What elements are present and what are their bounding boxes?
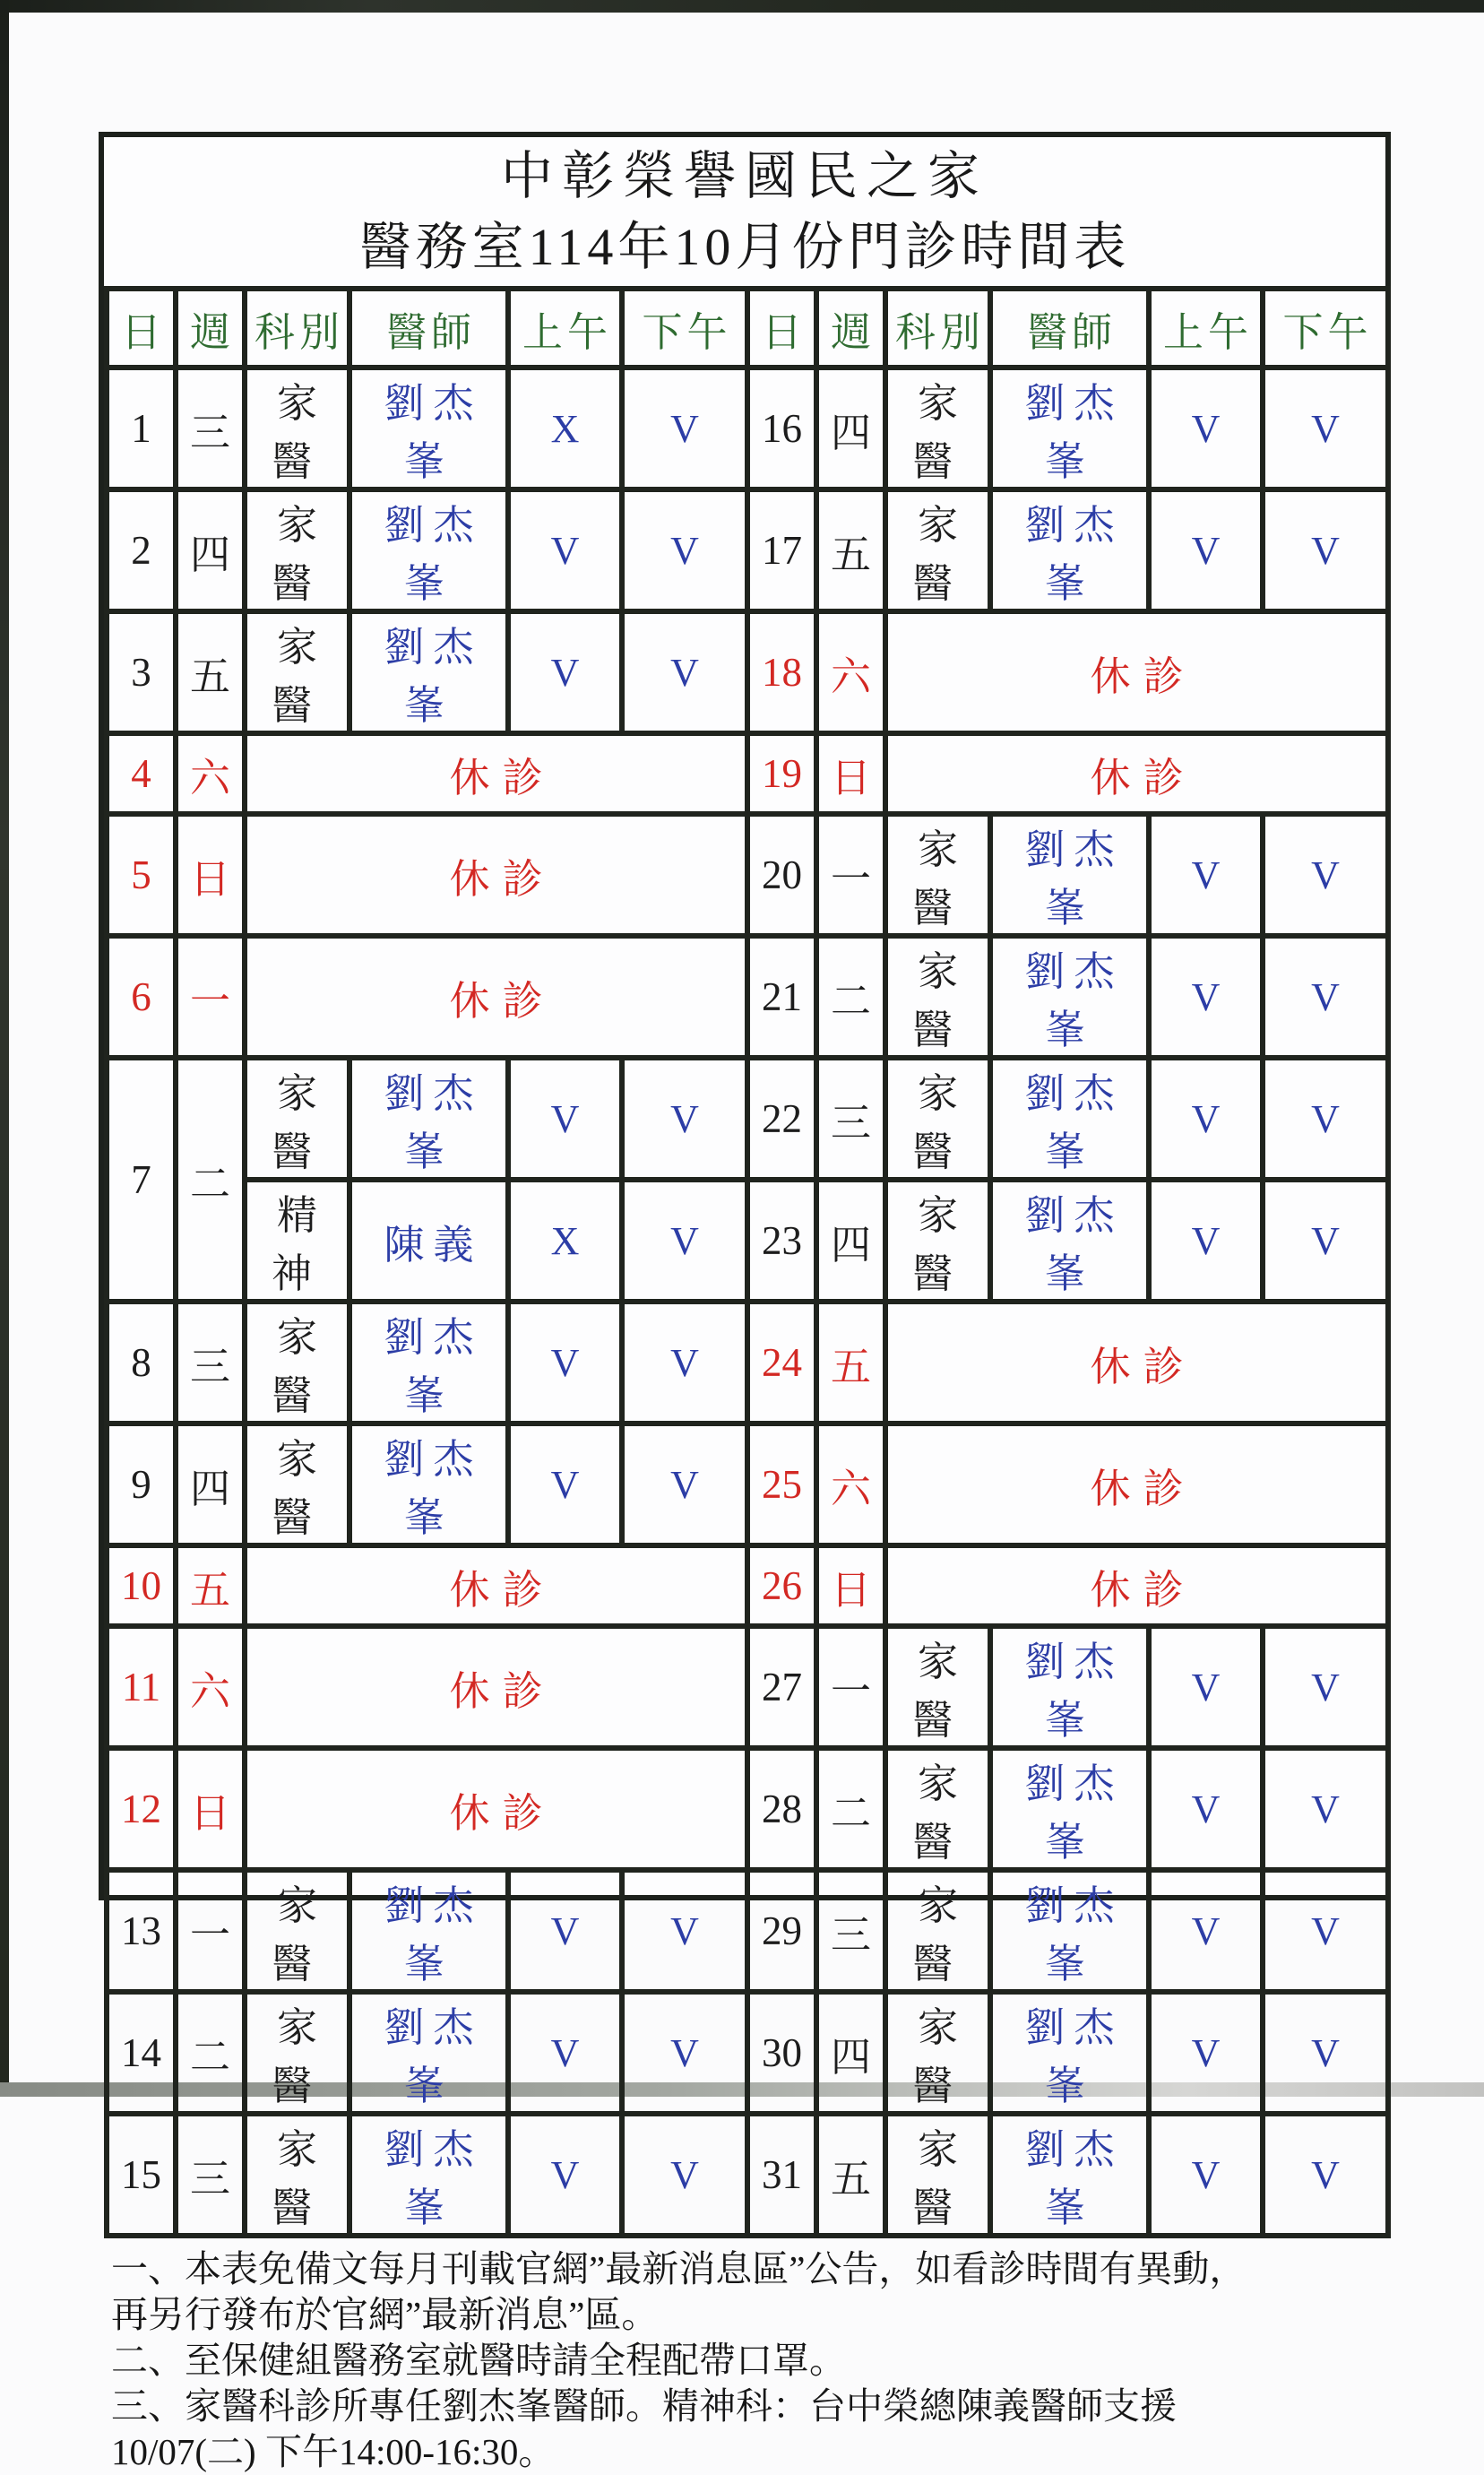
am-cell: V — [508, 489, 622, 611]
day-cell: 19 — [747, 733, 816, 814]
note-line: 再另行發布於官網”最新消息”區。 — [111, 2294, 659, 2335]
weekday-cell: 五 — [176, 611, 245, 733]
dept-cell: 家醫 — [885, 1870, 990, 1992]
header-dept-left: 科別 — [245, 289, 349, 368]
closed-cell: 休診 — [885, 1545, 1388, 1626]
day-cell: 20 — [747, 814, 816, 936]
day-cell: 16 — [747, 368, 816, 489]
table-row — [107, 368, 1388, 489]
weekday-cell: 六 — [816, 611, 885, 733]
pm-cell: V — [1263, 936, 1388, 1058]
table-row — [107, 1626, 1388, 1748]
day-cell: 9 — [107, 1424, 176, 1545]
day-cell: 21 — [747, 936, 816, 1058]
note-line: 二、至保健組醫務室就醫時請全程配帶口罩。 — [111, 2340, 846, 2381]
dept-cell: 家醫 — [245, 1992, 349, 2114]
am-cell: V — [1149, 1870, 1263, 1992]
am-cell: V — [508, 1424, 622, 1545]
day-cell: 11 — [107, 1626, 176, 1748]
table-row — [107, 733, 1388, 814]
day-cell: 18 — [747, 611, 816, 733]
header-week-right: 週 — [816, 289, 885, 368]
weekday-cell: 一 — [176, 1870, 245, 1992]
dept-cell: 家醫 — [245, 1302, 349, 1424]
doctor-cell: 劉杰峯 — [990, 1748, 1149, 1870]
header-day-right: 日 — [747, 289, 816, 368]
weekday-cell: 四 — [816, 368, 885, 489]
doctor-cell: 陳義 — [349, 1180, 508, 1302]
doctor-cell: 劉杰峯 — [990, 489, 1149, 611]
weekday-cell: 四 — [176, 1424, 245, 1545]
weekday-cell: 日 — [176, 814, 245, 936]
table-row — [107, 814, 1388, 936]
header-pm-left: 下午 — [622, 289, 747, 368]
day-cell: 4 — [107, 733, 176, 814]
doctor-cell: 劉杰峯 — [990, 936, 1149, 1058]
day-cell: 24 — [747, 1302, 816, 1424]
day-cell: 26 — [747, 1545, 816, 1626]
pm-cell: V — [1263, 1992, 1388, 2114]
weekday-cell: 二 — [816, 936, 885, 1058]
pm-cell: V — [1263, 2114, 1388, 2236]
pm-cell: V — [622, 489, 747, 611]
day-cell: 27 — [747, 1626, 816, 1748]
closed-cell: 休診 — [885, 1424, 1388, 1545]
weekday-cell: 四 — [176, 489, 245, 611]
dept-cell: 家醫 — [885, 1748, 990, 1870]
weekday-cell: 三 — [816, 1058, 885, 1180]
closed-cell: 休診 — [885, 733, 1388, 814]
pm-cell: V — [1263, 814, 1388, 936]
weekday-cell: 五 — [816, 489, 885, 611]
doctor-cell: 劉杰峯 — [349, 1870, 508, 1992]
am-cell: V — [1149, 489, 1263, 611]
pm-cell: V — [622, 1424, 747, 1545]
note-line: 10/07(二) 下午14:00-16:30。 — [111, 2431, 556, 2472]
table-row — [107, 1748, 1388, 1870]
weekday-cell: 日 — [816, 1545, 885, 1626]
am-cell: V — [1149, 936, 1263, 1058]
day-cell: 12 — [107, 1748, 176, 1870]
day-cell: 1 — [107, 368, 176, 489]
doctor-cell: 劉杰峯 — [349, 611, 508, 733]
doctor-cell: 劉杰峯 — [349, 368, 508, 489]
note-line: 三、家醫科診所專任劉杰峯醫師。精神科：台中榮總陳義醫師支援 — [111, 2385, 1177, 2427]
doctor-cell: 劉杰峯 — [990, 1180, 1149, 1302]
table-row — [107, 936, 1388, 1058]
dept-cell: 家醫 — [885, 1992, 990, 2114]
weekday-cell: 一 — [816, 814, 885, 936]
dept-cell: 家醫 — [885, 489, 990, 611]
dept-cell: 家醫 — [245, 1058, 349, 1180]
scan-edge-top — [0, 0, 1484, 13]
pm-cell: V — [622, 1302, 747, 1424]
closed-cell: 休診 — [245, 733, 747, 814]
dept-cell: 家醫 — [885, 936, 990, 1058]
weekday-cell: 四 — [816, 1180, 885, 1302]
schedule-body — [107, 368, 1388, 2236]
am-cell: V — [508, 1058, 622, 1180]
closed-cell: 休診 — [885, 1302, 1388, 1424]
title-block — [104, 137, 1385, 286]
weekday-cell: 五 — [176, 1545, 245, 1626]
note-line: 一、本表免備文每月刊載官網”最新消息區”公告，如看診時間有異動， — [111, 2248, 1247, 2289]
day-cell: 3 — [107, 611, 176, 733]
doctor-cell: 劉杰峯 — [349, 1058, 508, 1180]
dept-cell: 家醫 — [245, 368, 349, 489]
pm-cell: V — [622, 1180, 747, 1302]
pm-cell: V — [1263, 1626, 1388, 1748]
doctor-cell: 劉杰峯 — [349, 1424, 508, 1545]
dept-cell: 家醫 — [245, 489, 349, 611]
pm-cell: V — [622, 1058, 747, 1180]
pm-cell: V — [1263, 1870, 1388, 1992]
am-cell: V — [508, 1992, 622, 2114]
header-pm-right: 下午 — [1263, 289, 1388, 368]
day-cell: 29 — [747, 1870, 816, 1992]
weekday-cell: 一 — [176, 936, 245, 1058]
closed-cell: 休診 — [885, 611, 1388, 733]
closed-cell: 休診 — [245, 1626, 747, 1748]
day-cell: 17 — [747, 489, 816, 611]
day-cell: 10 — [107, 1545, 176, 1626]
dept-cell: 家醫 — [885, 814, 990, 936]
day-cell: 15 — [107, 2114, 176, 2236]
doctor-cell: 劉杰峯 — [990, 368, 1149, 489]
doctor-cell: 劉杰峯 — [349, 1992, 508, 2114]
header-dept-right: 科別 — [885, 289, 990, 368]
day-cell: 6 — [107, 936, 176, 1058]
doctor-cell: 劉杰峯 — [349, 2114, 508, 2236]
am-cell: X — [508, 1180, 622, 1302]
doctor-cell: 劉杰峯 — [990, 1992, 1149, 2114]
weekday-cell: 二 — [176, 1058, 245, 1302]
dept-cell: 家醫 — [245, 611, 349, 733]
dept-cell: 家醫 — [245, 1870, 349, 1992]
header-am-right: 上午 — [1149, 289, 1263, 368]
page-subtitle: 醫務室114年10月份門診時間表 — [358, 218, 1131, 276]
day-cell: 31 — [747, 2114, 816, 2236]
weekday-cell: 三 — [176, 2114, 245, 2236]
pm-cell: V — [622, 2114, 747, 2236]
pm-cell: V — [622, 611, 747, 733]
am-cell: V — [1149, 1992, 1263, 2114]
notes-block — [104, 2238, 1385, 2475]
doctor-cell: 劉杰峯 — [990, 1870, 1149, 1992]
pm-cell: V — [622, 368, 747, 489]
dept-cell: 家醫 — [885, 2114, 990, 2236]
pm-cell: V — [1263, 1058, 1388, 1180]
dept-cell: 家醫 — [245, 2114, 349, 2236]
table-row — [107, 1545, 1388, 1626]
doctor-cell: 劉杰峯 — [990, 1058, 1149, 1180]
dept-cell: 精神 — [245, 1180, 349, 1302]
day-cell: 2 — [107, 489, 176, 611]
table-row — [107, 2114, 1388, 2236]
day-cell: 14 — [107, 1992, 176, 2114]
am-cell: V — [508, 611, 622, 733]
pm-cell: V — [1263, 368, 1388, 489]
am-cell: V — [508, 2114, 622, 2236]
am-cell: V — [508, 1870, 622, 1992]
weekday-cell: 六 — [816, 1424, 885, 1545]
doctor-cell: 劉杰峯 — [990, 1626, 1149, 1748]
am-cell: V — [1149, 1626, 1263, 1748]
header-row — [107, 289, 1388, 368]
weekday-cell: 五 — [816, 1302, 885, 1424]
page-title: 中彰榮譽國民之家 — [500, 147, 988, 205]
weekday-cell: 四 — [816, 1992, 885, 2114]
dept-cell: 家醫 — [885, 1626, 990, 1748]
doctor-cell: 劉杰峯 — [990, 2114, 1149, 2236]
table-row — [107, 1302, 1388, 1424]
table-row — [107, 611, 1388, 733]
weekday-cell: 二 — [176, 1992, 245, 2114]
closed-cell: 休診 — [245, 1748, 747, 1870]
header-doctor-right: 醫師 — [990, 289, 1149, 368]
closed-cell: 休診 — [245, 814, 747, 936]
doctor-cell: 劉杰峯 — [990, 814, 1149, 936]
weekday-cell: 六 — [176, 1626, 245, 1748]
pm-cell: V — [1263, 1748, 1388, 1870]
table-row — [107, 1058, 1388, 1180]
pm-cell: V — [1263, 489, 1388, 611]
closed-cell: 休診 — [245, 1545, 747, 1626]
doctor-cell: 劉杰峯 — [349, 489, 508, 611]
day-cell: 13 — [107, 1870, 176, 1992]
weekday-cell: 五 — [816, 2114, 885, 2236]
closed-cell: 休診 — [245, 936, 747, 1058]
weekday-cell: 六 — [176, 733, 245, 814]
weekday-cell: 三 — [176, 1302, 245, 1424]
day-cell: 30 — [747, 1992, 816, 2114]
day-cell: 25 — [747, 1424, 816, 1545]
scan-edge-left — [0, 0, 9, 2097]
dept-cell: 家醫 — [885, 1058, 990, 1180]
am-cell: V — [1149, 1180, 1263, 1302]
day-cell: 7 — [107, 1058, 176, 1302]
pm-cell: V — [622, 1992, 747, 2114]
header-day-left: 日 — [107, 289, 176, 368]
am-cell: X — [508, 368, 622, 489]
day-cell: 22 — [747, 1058, 816, 1180]
am-cell: V — [1149, 1058, 1263, 1180]
am-cell: V — [1149, 814, 1263, 936]
weekday-cell: 日 — [816, 733, 885, 814]
clinic-schedule-table — [104, 286, 1391, 2238]
table-row — [107, 1180, 1388, 1302]
table-row — [107, 1870, 1388, 1992]
pm-cell: V — [1263, 1180, 1388, 1302]
table-row — [107, 1424, 1388, 1545]
dept-cell: 家醫 — [245, 1424, 349, 1545]
pm-cell: V — [622, 1870, 747, 1992]
dept-cell: 家醫 — [885, 1180, 990, 1302]
am-cell: V — [1149, 368, 1263, 489]
am-cell: V — [1149, 1748, 1263, 1870]
day-cell: 5 — [107, 814, 176, 936]
day-cell: 28 — [747, 1748, 816, 1870]
header-doctor-left: 醫師 — [349, 289, 508, 368]
table-row — [107, 1992, 1388, 2114]
doctor-cell: 劉杰峯 — [349, 1302, 508, 1424]
am-cell: V — [508, 1302, 622, 1424]
day-cell: 8 — [107, 1302, 176, 1424]
dept-cell: 家醫 — [885, 368, 990, 489]
schedule-sheet — [99, 132, 1391, 2472]
day-cell: 23 — [747, 1180, 816, 1302]
weekday-cell: 三 — [816, 1870, 885, 1992]
weekday-cell: 一 — [816, 1626, 885, 1748]
am-cell: V — [1149, 2114, 1263, 2236]
weekday-cell: 日 — [176, 1748, 245, 1870]
weekday-cell: 二 — [816, 1748, 885, 1870]
header-week-left: 週 — [176, 289, 245, 368]
header-am-left: 上午 — [508, 289, 622, 368]
table-row — [107, 489, 1388, 611]
weekday-cell: 三 — [176, 368, 245, 489]
